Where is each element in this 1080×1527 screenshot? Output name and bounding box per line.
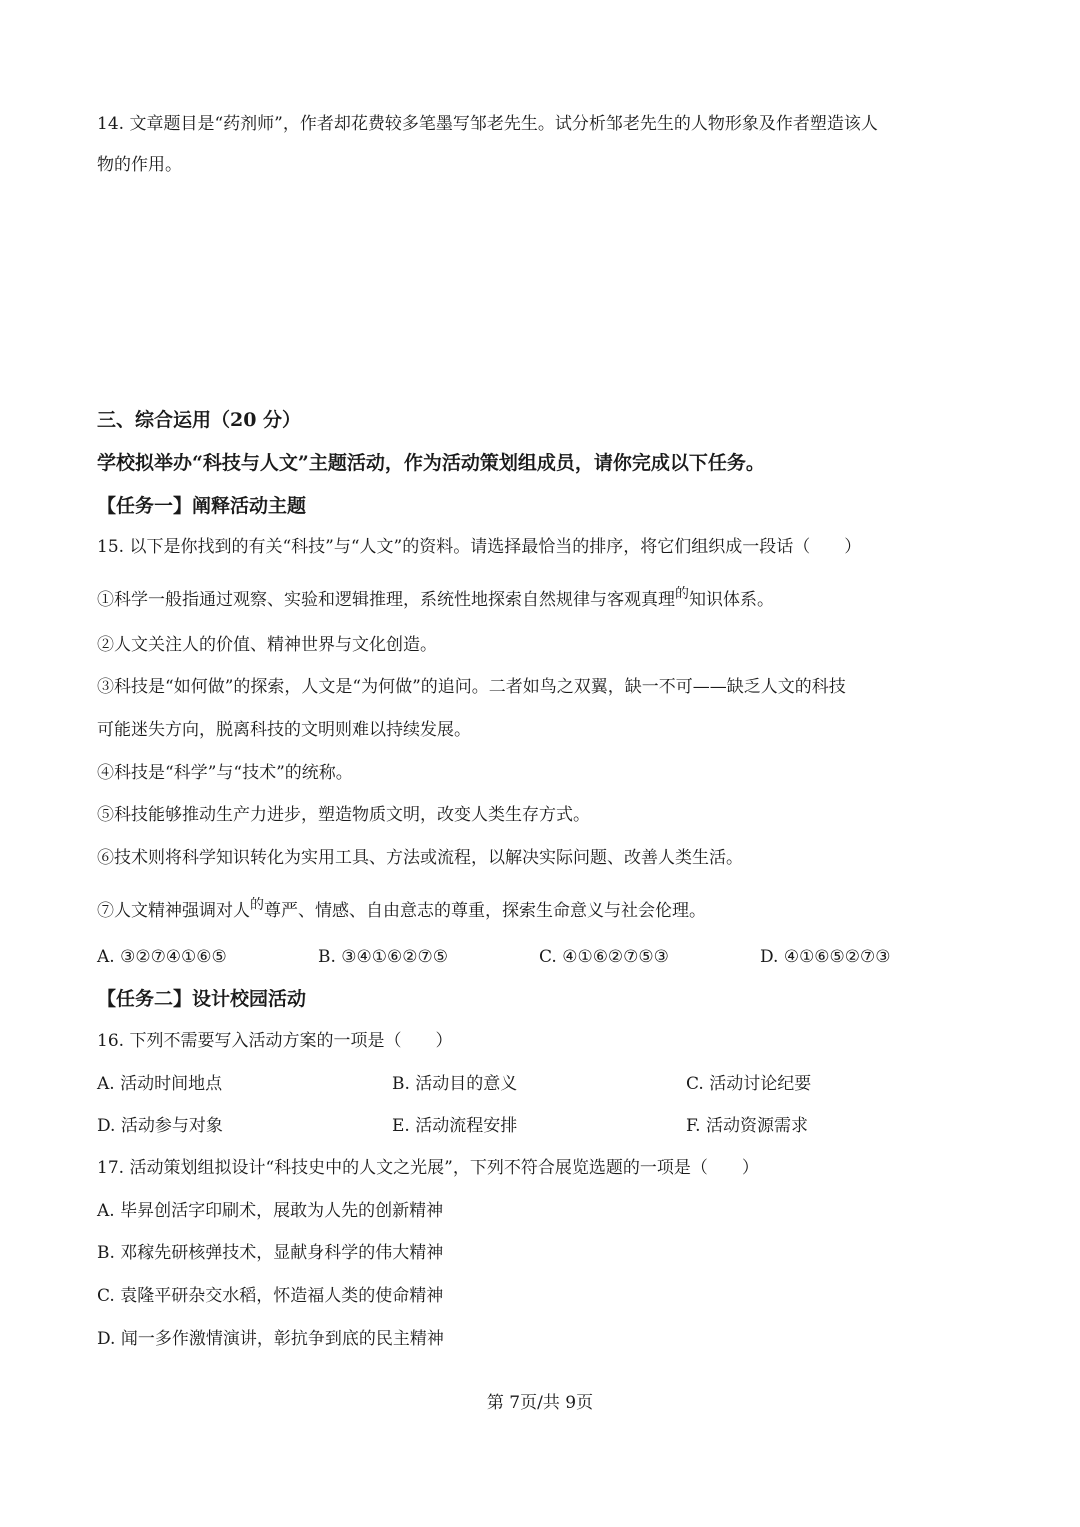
task2-title: 【任务二】设计校园活动 bbox=[97, 988, 307, 1010]
q16-stem: 16. 下列不需要写入活动方案的一项是（ ） bbox=[97, 1031, 453, 1051]
q16-option-b: B. 活动目的意义 bbox=[392, 1074, 518, 1094]
q15-item-5: ⑤科技能够推动生产力进步，塑造物质文明，改变人类生存方式。 bbox=[97, 805, 590, 825]
q17-stem: 17. 活动策划组拟设计“科技史中的人文之光展”，下列不符合展览选题的一项是（ ） bbox=[97, 1158, 759, 1178]
q15-option-a: A. ③②⑦④①⑥⑤ bbox=[97, 947, 227, 967]
q17-option-c: C. 袁隆平研杂交水稻，怀造福人类的使命精神 bbox=[97, 1286, 444, 1306]
section3-intro: 学校拟举办“科技与人文”主题活动，作为活动策划组成员，请你完成以下任务。 bbox=[97, 452, 765, 474]
q17-option-a: A. 毕昇创活字印刷术，展敢为人先的创新精神 bbox=[97, 1201, 444, 1221]
q17-option-b: B. 邓稼先研核弹技术，显献身科学的伟大精神 bbox=[97, 1243, 444, 1263]
q14-stem-line1: 14. 文章题目是“药剂师”，作者却花费较多笔墨写邹老先生。试分析邹老先生的人物形象及作者塑造该人 bbox=[97, 114, 878, 134]
q15-item-6: ⑥技术则将科学知识转化为实用工具、方法或流程，以解决实际问题、改善人类生活。 bbox=[97, 848, 743, 868]
q16-option-c: C. 活动讨论纪要 bbox=[686, 1074, 812, 1094]
q15-stem: 15. 以下是你找到的有关“科技”与“人文”的资料。请选择最恰当的排序，将它们组织成一段话（ ） bbox=[97, 537, 862, 557]
page-number-footer: 第 7页/共 9页 bbox=[486, 1393, 594, 1413]
q16-option-f: F. 活动资源需求 bbox=[686, 1116, 808, 1136]
q15-item-4: ④科技是“科学”与“技术”的统称。 bbox=[97, 763, 353, 783]
q15-item-3-line2: 可能迷失方向，脱离科技的文明则难以持续发展。 bbox=[97, 720, 471, 740]
q15-item-7: ⑦人文精神强调对人$^的$尊严、情感、自由意志的尊重，探索生命意义与社会伦理。 bbox=[97, 897, 706, 921]
task1-title: 【任务一】阐释活动主题 bbox=[97, 495, 307, 517]
q15-item-2: ②人文关注人的价值、精神世界与文化创造。 bbox=[97, 635, 437, 655]
q15-option-c: C. ④①⑥②⑦⑤③ bbox=[539, 947, 669, 967]
q15-option-d: D. ④①⑥⑤②⑦③ bbox=[760, 947, 891, 967]
q17-option-d: D. 闻一多作激情演讲，彰抗争到底的民主精神 bbox=[97, 1329, 444, 1349]
q15-item-1: ①科学一般指通过观察、实验和逻辑推理，系统性地探索自然规律与客观真理$^的$知识体系。 bbox=[97, 586, 774, 610]
q14-stem-line2: 物的作用。 bbox=[97, 155, 182, 175]
q16-option-e: E. 活动流程安排 bbox=[392, 1116, 518, 1136]
q15-item-3-line1: ③科技是“如何做”的探索，人文是“为何做”的追问。二者如鸟之双翼，缺一不可——缺乏人文的科技 bbox=[97, 677, 846, 697]
section3-title: 三、综合运用（20 分） bbox=[97, 409, 302, 431]
q15-option-b: B. ③④①⑥②⑦⑤ bbox=[318, 947, 448, 967]
q16-option-d: D. 活动参与对象 bbox=[97, 1116, 223, 1136]
q16-option-a: A. 活动时间地点 bbox=[97, 1074, 223, 1094]
